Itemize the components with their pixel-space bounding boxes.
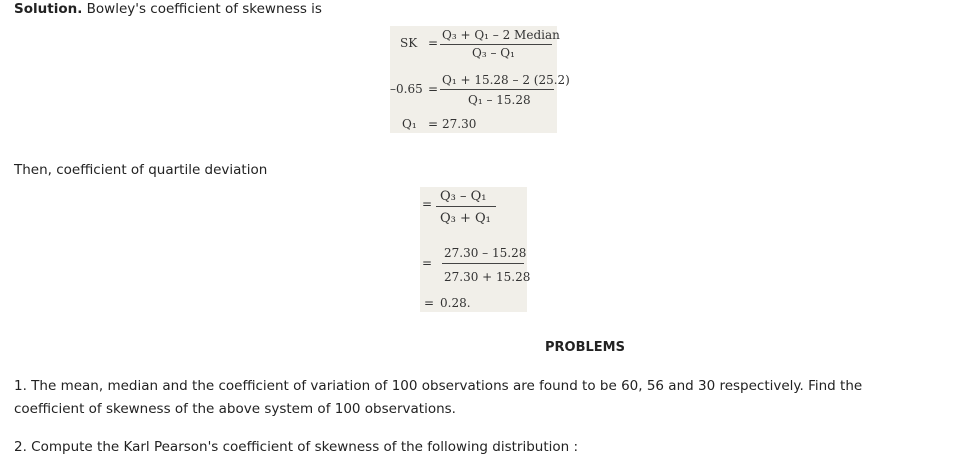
- qd-denominator-2: 27.30 + 15.28: [444, 270, 531, 284]
- qd-equals-3: =: [424, 296, 435, 310]
- solution-paragraph: [14, 0, 322, 21]
- eq2-denominator: Q₁ – 15.28: [468, 93, 531, 107]
- qd-numerator-2: 27.30 – 15.28: [444, 246, 527, 260]
- bowley-equation-image: [390, 26, 570, 133]
- qd-fraction-bar-2: [442, 263, 524, 264]
- eq3-lhs: Q₁: [402, 117, 417, 131]
- eq2-equals: =: [428, 82, 439, 96]
- eq2-numerator: Q₁ + 15.28 – 2 (25.2): [442, 73, 570, 87]
- then-paragraph: Then, coefficient of quartile deviation: [14, 162, 268, 178]
- qd-equals-2: =: [422, 256, 433, 270]
- qd-fraction-bar-1: [436, 206, 496, 207]
- solution-label: Solution.: [14, 1, 83, 17]
- eq2-lhs: –0.65: [390, 82, 423, 96]
- qd-equals-1: =: [422, 197, 433, 211]
- solution-text: Bowley's coefficient of skewness is: [82, 1, 322, 17]
- problem-1-line-2: coefficient of skewness of the above system of 100 observations.: [14, 401, 456, 417]
- eq2-fraction-bar: [440, 89, 554, 90]
- problem-1-line-1: 1. The mean, median and the coefficient of variation of 100 observations are found to be 60, 56 and 30 respectively. Find the: [14, 378, 863, 394]
- qd-denominator-1: Q₃ + Q₁: [440, 211, 491, 226]
- qd-result: 0.28.: [440, 296, 471, 310]
- qd-numerator-1: Q₃ – Q₁: [440, 189, 487, 204]
- problem-2: 2. Compute the Karl Pearson's coefficient of skewness of the following distribution :: [14, 439, 579, 455]
- quartile-deviation-image: [420, 187, 531, 312]
- eq1-denominator: Q₃ – Q₁: [472, 46, 515, 60]
- eq1-lhs: SK: [400, 36, 418, 50]
- eq3-equals: =: [428, 117, 439, 131]
- problems-heading: PROBLEMS: [545, 340, 625, 355]
- eq1-equals: =: [428, 36, 439, 50]
- eq3-value: 27.30: [442, 117, 477, 131]
- eq1-numerator: Q₃ + Q₁ – 2 Median: [442, 28, 560, 42]
- eq1-fraction-bar: [440, 44, 552, 45]
